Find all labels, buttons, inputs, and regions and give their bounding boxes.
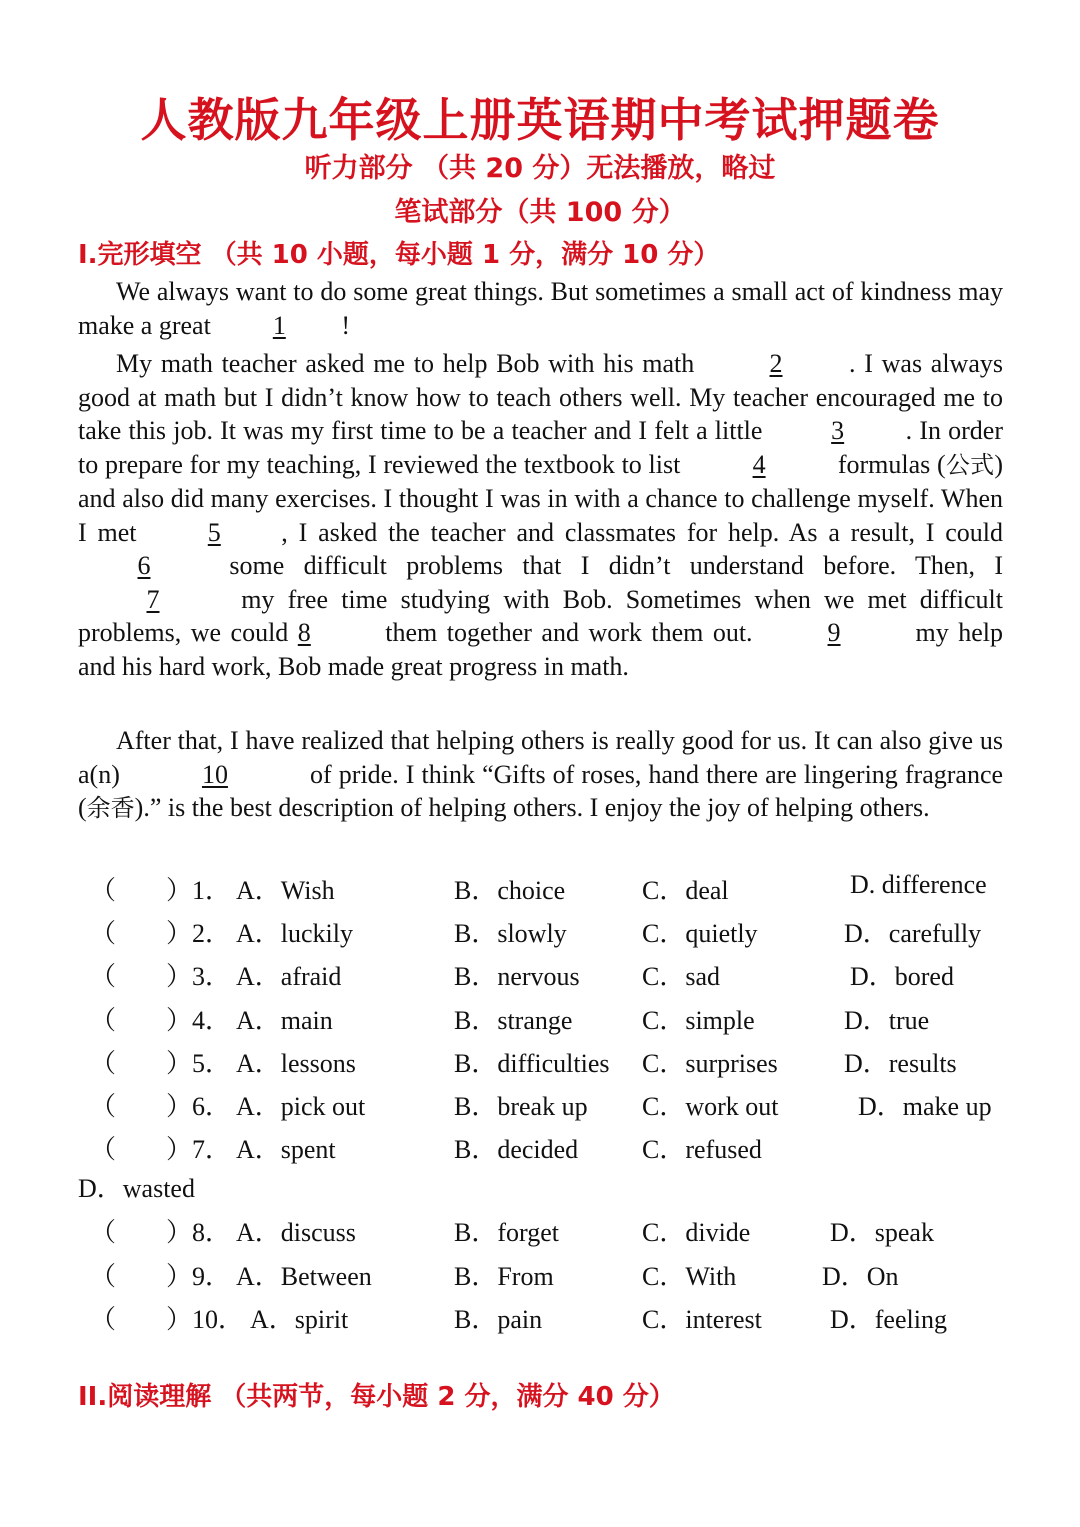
option-c[interactable]: C．sad bbox=[642, 962, 721, 992]
option-d[interactable]: D．On bbox=[822, 1261, 899, 1291]
passage-text: them together and work them out. bbox=[385, 618, 753, 647]
question-number: 7． bbox=[192, 1135, 232, 1165]
answer-paren-open[interactable]: （ bbox=[90, 1135, 117, 1165]
option-d[interactable]: D．bored bbox=[850, 962, 954, 992]
answer-paren-close: ） bbox=[166, 1091, 193, 1121]
question-number: 2． bbox=[192, 919, 232, 949]
option-a[interactable]: A．lessons bbox=[236, 1048, 356, 1078]
blank-1: 1 bbox=[272, 310, 286, 340]
option-a[interactable]: A．luckily bbox=[236, 919, 353, 949]
question-row-5 bbox=[78, 1039, 1018, 1082]
blank-8: 8 bbox=[297, 618, 311, 647]
page-title: 人教版九年级上册英语期中考试押题卷 bbox=[140, 93, 940, 147]
passage-text: of pride. I think “Gifts of roses, hand there are lingering fragrance ( bbox=[78, 759, 1004, 822]
passage-text-cjk: 余香 bbox=[86, 794, 135, 822]
section-reading-title: II.阅读理解 （共两节，每小题 2 分，满分 40 分） bbox=[78, 1382, 675, 1412]
question-row-9 bbox=[78, 1252, 1018, 1295]
passage-text: ) and also did many exercises. I thought I was in with a chance to challenge myself. When I met bbox=[78, 449, 1004, 547]
answer-paren-close: ） bbox=[166, 962, 193, 992]
passage-text: After that, I have realized that helping others is really good for us. It can also give us a(n) bbox=[78, 726, 1003, 789]
answer-paren-close: ） bbox=[166, 1304, 193, 1334]
option-c[interactable]: C．work out bbox=[642, 1091, 779, 1121]
question-row-10 bbox=[78, 1295, 1018, 1338]
passage-text: . In order to prepare for my teaching, I reviewed the textbook to list bbox=[78, 416, 1004, 479]
question-number: 10． bbox=[192, 1304, 245, 1334]
answer-paren-close: ） bbox=[166, 876, 193, 905]
option-d[interactable]: D．make up bbox=[858, 1091, 992, 1121]
option-d[interactable]: D．wasted bbox=[78, 1174, 195, 1204]
option-b[interactable]: B．nervous bbox=[454, 962, 580, 992]
question-number: 9． bbox=[192, 1261, 232, 1291]
answer-paren-open[interactable]: （ bbox=[90, 1218, 117, 1248]
question-row-7 bbox=[78, 1125, 1018, 1168]
answer-paren-open[interactable]: （ bbox=[90, 1091, 117, 1121]
option-c[interactable]: C．refused bbox=[642, 1135, 762, 1165]
option-b[interactable]: B．slowly bbox=[454, 919, 567, 949]
passage-text: . I was always good at math but I didn’t know how to teach others well. My teacher encouraged me to take this job. It was my first time to be a teacher and I felt a little bbox=[78, 349, 1003, 445]
option-b[interactable]: B．forget bbox=[454, 1218, 559, 1248]
answer-paren-open[interactable]: （ bbox=[90, 876, 117, 905]
option-b[interactable]: B．pain bbox=[454, 1304, 543, 1334]
option-d[interactable]: D．speak bbox=[830, 1218, 934, 1248]
options-list bbox=[78, 866, 1018, 1338]
option-d[interactable]: D．results bbox=[844, 1048, 957, 1078]
option-d[interactable]: D．carefully bbox=[844, 919, 982, 949]
question-row-2 bbox=[78, 909, 1018, 952]
listening-note: 听力部分 （共 20 分）无法播放，略过 bbox=[304, 153, 776, 184]
question-number: 5． bbox=[192, 1048, 232, 1078]
question-number: 6． bbox=[192, 1091, 232, 1121]
passage-text: formulas ( bbox=[837, 449, 946, 479]
option-c[interactable]: C．simple bbox=[642, 1005, 755, 1035]
option-b[interactable]: B．difficulties bbox=[454, 1048, 610, 1078]
answer-paren-open[interactable]: （ bbox=[90, 1005, 117, 1035]
passage-paragraph-3 bbox=[78, 724, 1003, 826]
answer-paren-close: ） bbox=[166, 1261, 193, 1291]
answer-paren-open[interactable]: （ bbox=[90, 1048, 117, 1078]
option-b[interactable]: B．From bbox=[454, 1261, 554, 1291]
question-row-7-wrap bbox=[78, 1168, 1018, 1208]
passage-text: My math teacher asked me to help Bob with his math bbox=[116, 349, 695, 378]
answer-paren-close: ） bbox=[166, 1218, 193, 1248]
blank-10: 10 bbox=[201, 759, 228, 789]
option-d[interactable]: D. difference bbox=[850, 870, 987, 899]
question-number: 1． bbox=[192, 876, 232, 905]
passage-text: ).” is the best description of helping others. I enjoy the joy of helping others. bbox=[134, 793, 930, 822]
blank-9: 9 bbox=[827, 618, 841, 647]
blank-2: 2 bbox=[769, 349, 783, 378]
passage-paragraph-2 bbox=[78, 347, 1003, 683]
option-a[interactable]: A．pick out bbox=[236, 1091, 366, 1121]
option-a[interactable]: A．afraid bbox=[236, 962, 342, 992]
passage-text: some difficult problems that I didn’t understand before. Then, I bbox=[229, 551, 1004, 580]
option-b[interactable]: B．decided bbox=[454, 1135, 579, 1165]
option-a[interactable]: A．main bbox=[236, 1005, 333, 1035]
question-row-4 bbox=[78, 996, 1018, 1039]
option-c[interactable]: C．deal bbox=[642, 876, 729, 905]
option-a[interactable]: A．Wish bbox=[236, 876, 335, 905]
passage-text: , I asked the teacher and classmates for help. As a result, I could bbox=[281, 517, 1003, 547]
passage-text: my help and his hard work, Bob made great progress in math. bbox=[78, 618, 1004, 681]
option-a[interactable]: A．spirit bbox=[250, 1304, 349, 1334]
answer-paren-close: ） bbox=[166, 1005, 193, 1035]
passage-text: ! bbox=[341, 310, 350, 340]
question-number: 8． bbox=[192, 1218, 232, 1248]
blank-7: 7 bbox=[146, 584, 160, 614]
option-b[interactable]: B．strange bbox=[454, 1005, 573, 1035]
passage-text: my free time studying with Bob. Sometimes when we met difficult problems, we could bbox=[78, 584, 1004, 647]
option-a[interactable]: A．Between bbox=[236, 1261, 372, 1291]
option-c[interactable]: C．surprises bbox=[642, 1048, 778, 1078]
answer-paren-close: ） bbox=[166, 1135, 193, 1165]
written-note: 笔试部分（共 100 分） bbox=[394, 197, 686, 228]
option-c[interactable]: C．With bbox=[642, 1261, 737, 1291]
passage-text: We always want to do some great things. But sometimes a small act of kindness may make a great bbox=[78, 277, 1003, 340]
blank-3: 3 bbox=[831, 416, 845, 445]
passage-text-cjk: 公式 bbox=[945, 450, 995, 479]
question-row-6 bbox=[78, 1082, 1018, 1125]
option-d[interactable]: D．true bbox=[844, 1005, 930, 1035]
answer-paren-open[interactable]: （ bbox=[90, 962, 117, 992]
answer-paren-open[interactable]: （ bbox=[90, 1261, 117, 1291]
option-b[interactable]: B．break up bbox=[454, 1091, 588, 1121]
option-c[interactable]: C．interest bbox=[642, 1304, 762, 1334]
blank-4: 4 bbox=[752, 449, 766, 479]
answer-paren-close: ） bbox=[166, 1048, 193, 1078]
section-cloze-title: I.完形填空 （共 10 小题，每小题 1 分，满分 10 分） bbox=[78, 240, 720, 270]
question-number: 4． bbox=[192, 1005, 232, 1035]
answer-paren-open[interactable]: （ bbox=[90, 1304, 117, 1334]
option-c[interactable]: C．divide bbox=[642, 1218, 751, 1248]
option-a[interactable]: A．discuss bbox=[236, 1218, 356, 1248]
blank-6: 6 bbox=[137, 551, 151, 580]
option-c[interactable]: C．quietly bbox=[642, 919, 758, 949]
option-d[interactable]: D．feeling bbox=[830, 1304, 947, 1334]
answer-paren-close: ） bbox=[166, 919, 193, 949]
passage-paragraph-1 bbox=[78, 275, 1003, 342]
answer-paren-open[interactable]: （ bbox=[90, 919, 117, 949]
option-b[interactable]: B．choice bbox=[454, 876, 566, 905]
question-row-8 bbox=[78, 1208, 1018, 1251]
question-row-3 bbox=[78, 952, 1018, 995]
question-number: 3． bbox=[192, 962, 232, 992]
option-a[interactable]: A．spent bbox=[236, 1135, 336, 1165]
question-row-1 bbox=[78, 866, 1018, 909]
blank-5: 5 bbox=[207, 517, 221, 547]
